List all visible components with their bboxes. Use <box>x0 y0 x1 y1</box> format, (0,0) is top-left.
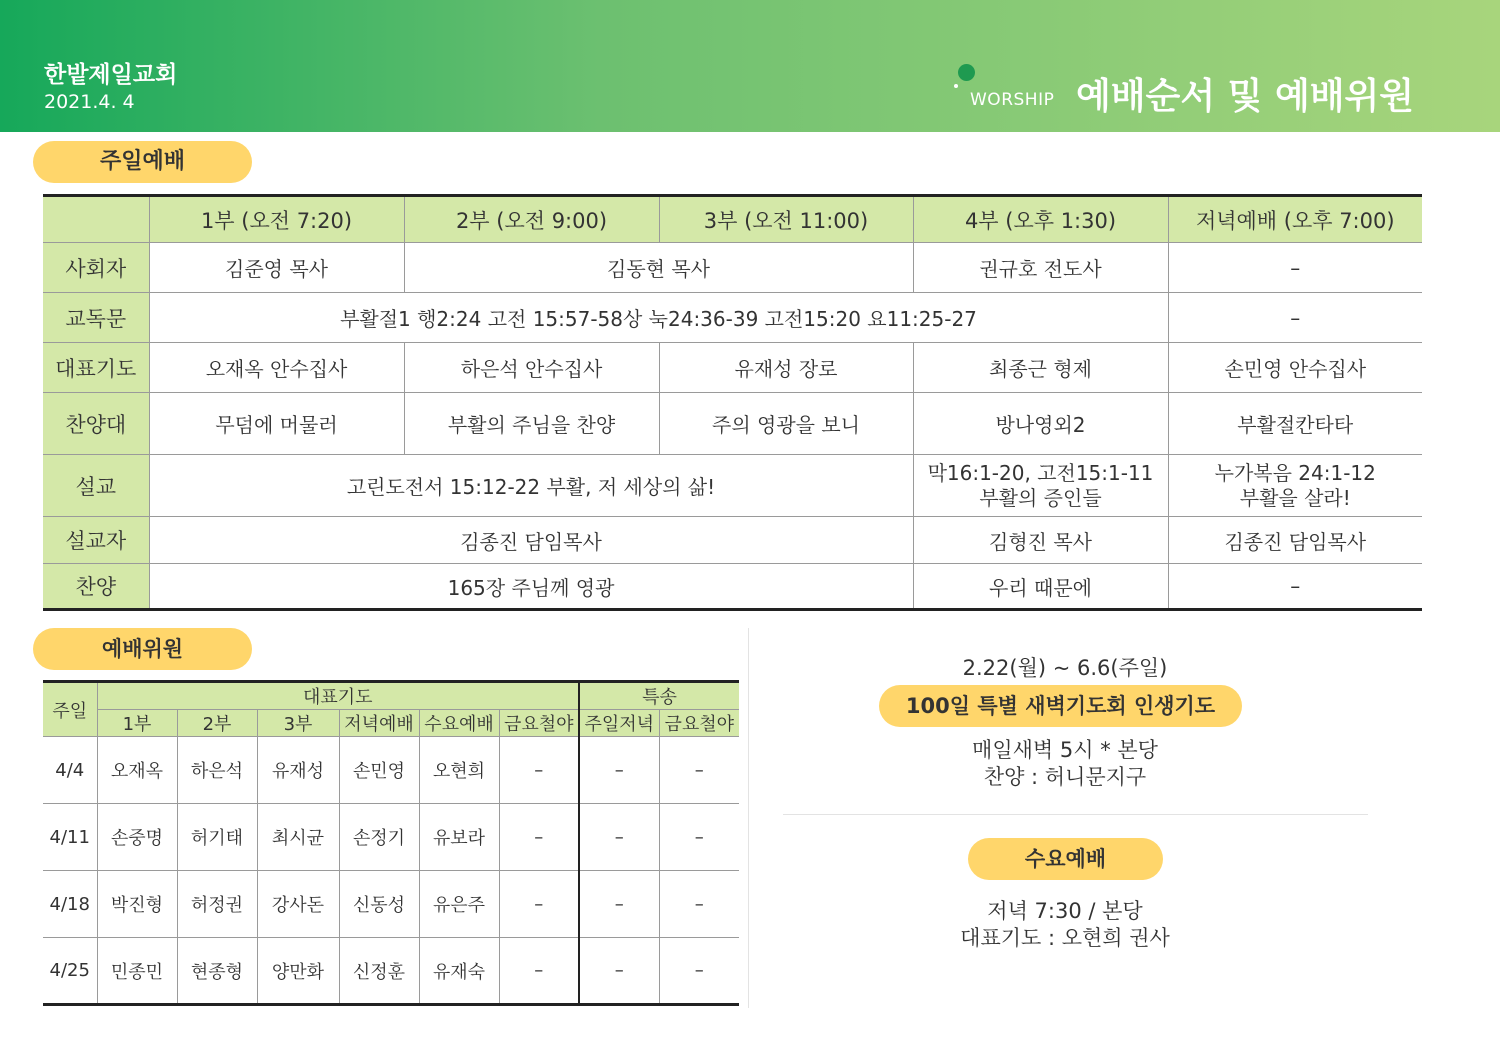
table-cell: 유보라 <box>419 804 499 871</box>
table-row <box>43 243 1422 293</box>
sermon-passage: 누가복음 24:1-12 <box>1214 460 1376 485</box>
table-cell: 부활절칸타타 <box>1168 393 1422 455</box>
table-cell: 하은석 <box>177 737 257 804</box>
date-cell: 4/11 <box>43 804 97 871</box>
table-row <box>43 871 739 938</box>
table-cell: 현종형 <box>177 938 257 1005</box>
table-cell: 강사돈 <box>257 871 339 938</box>
row-header: 교독문 <box>43 293 149 343</box>
table-cell: 신정훈 <box>339 938 419 1005</box>
table-cell: 김준영 목사 <box>149 243 404 293</box>
sunday-worship-label: 주일예배 <box>33 141 252 183</box>
special-song-header: 특송 <box>579 682 739 710</box>
table-row <box>43 343 1422 393</box>
table-cell: 우리 때문에 <box>913 564 1168 610</box>
table-cell: – <box>579 804 659 871</box>
table-cell: – <box>1290 574 1301 598</box>
row-header: 대표기도 <box>43 343 149 393</box>
table-cell: 오재옥 <box>97 737 177 804</box>
table-cell: – <box>579 871 659 938</box>
column-header: 1부 (오전 7:20) <box>149 196 404 243</box>
column-header: 3부 <box>257 710 339 737</box>
table-cell: 민종민 <box>97 938 177 1005</box>
page-title: 예배순서 및 예배위원 <box>1076 76 1415 117</box>
vertical-divider <box>748 628 749 1008</box>
wednesday-prayer: 대표기도 : 오현희 권사 <box>960 926 1170 950</box>
table-subheader-row <box>43 710 739 737</box>
horizontal-divider <box>783 814 1368 815</box>
table-cell: – <box>499 737 579 804</box>
column-header: 금요철야 <box>659 710 739 737</box>
table-cell: – <box>1168 293 1422 343</box>
table-cell: 신동성 <box>339 871 419 938</box>
table-row <box>43 293 1422 343</box>
table-cell: 오현희 <box>419 737 499 804</box>
table-header-row <box>43 682 739 710</box>
table-cell: 방나영외2 <box>913 393 1168 455</box>
column-header: 저녁예배 <box>339 710 419 737</box>
table-cell: – <box>659 804 739 871</box>
table-cell <box>1168 455 1422 517</box>
table-cell: – <box>499 938 579 1005</box>
table-cell: 양만화 <box>257 938 339 1005</box>
table-cell: 손중명 <box>97 804 177 871</box>
table-cell: – <box>659 871 739 938</box>
table-cell: 하은석 안수집사 <box>404 343 659 393</box>
committee-label: 예배위원 <box>33 628 252 670</box>
bulletin-date: 2021.4. 4 <box>44 91 135 113</box>
table-cell: 유재성 장로 <box>659 343 913 393</box>
table-row <box>43 804 739 871</box>
church-name: 한밭제일교회 <box>44 62 178 88</box>
table-cell: 고린도전서 15:12-22 부활, 저 세상의 삶! <box>149 455 913 517</box>
table-cell: 김종진 담임목사 <box>1168 517 1422 564</box>
column-header: 3부 (오전 11:00) <box>659 196 913 243</box>
table-cell: 165장 주님께 영광 <box>149 564 913 610</box>
column-header: 4부 (오후 1:30) <box>913 196 1168 243</box>
worship-label: WORSHIP <box>970 90 1055 110</box>
special-prayer-period: 2.22(월) ~ 6.6(주일) <box>962 656 1168 680</box>
table-row <box>43 737 739 804</box>
table-cell: 오재옥 안수집사 <box>149 343 404 393</box>
table-cell: 허정권 <box>177 871 257 938</box>
sermon-title: 부활의 증인들 <box>979 485 1102 510</box>
table-cell: 유은주 <box>419 871 499 938</box>
table-cell: – <box>659 737 739 804</box>
small-dot-icon <box>954 84 958 88</box>
table-cell: 손민영 안수집사 <box>1168 343 1422 393</box>
table-cell: 김형진 목사 <box>913 517 1168 564</box>
sermon-passage: 막16:1-20, 고전15:1-11 <box>927 460 1154 485</box>
special-prayer-line1: 매일새벽 5시 * 본당 <box>972 738 1158 762</box>
sermon-title: 부활을 살라! <box>1239 485 1351 510</box>
wednesday-time: 저녁 7:30 / 본당 <box>987 899 1143 923</box>
prayer-header: 대표기도 <box>97 682 579 710</box>
service-table <box>43 194 1422 611</box>
table-cell: 최종근 형제 <box>913 343 1168 393</box>
column-header: 2부 (오전 9:00) <box>404 196 659 243</box>
date-cell: 4/25 <box>43 938 97 1005</box>
table-cell: 부활의 주님을 찬양 <box>404 393 659 455</box>
table-cell <box>913 455 1168 517</box>
column-header: 저녁예배 (오후 7:00) <box>1168 196 1422 243</box>
table-row <box>43 517 1422 564</box>
table-cell: 주의 영광을 보니 <box>659 393 913 455</box>
row-header: 사회자 <box>43 243 149 293</box>
table-cell: – <box>499 871 579 938</box>
committee-table <box>43 680 739 1006</box>
column-header: 수요예배 <box>419 710 499 737</box>
row-header: 찬양 <box>43 564 149 610</box>
table-cell: 김종진 담임목사 <box>149 517 913 564</box>
table-cell: 허기태 <box>177 804 257 871</box>
table-row <box>43 455 1422 517</box>
column-header: 1부 <box>97 710 177 737</box>
table-cell: 부활절1 행2:24 고전 15:57-58상 눅24:36-39 고전15:20 요11:25-27 <box>149 293 1168 343</box>
row-header: 설교자 <box>43 517 149 564</box>
column-header: 금요철야 <box>499 710 579 737</box>
table-cell: – <box>499 804 579 871</box>
header-banner <box>0 0 1500 132</box>
table-cell: 유재숙 <box>419 938 499 1005</box>
table-cell: – <box>694 960 704 981</box>
table-cell: – <box>579 938 659 1005</box>
table-row <box>43 393 1422 455</box>
table-row <box>43 564 1422 610</box>
special-prayer-line2: 찬양 : 허니문지구 <box>983 765 1147 789</box>
table-cell: 무덤에 머물러 <box>149 393 404 455</box>
date-header: 주일 <box>43 682 97 737</box>
table-header-row <box>43 196 1422 243</box>
date-cell: 4/4 <box>43 737 97 804</box>
corner-cell <box>43 196 149 243</box>
table-row <box>43 938 739 1005</box>
column-header: 2부 <box>177 710 257 737</box>
table-cell: 최시균 <box>257 804 339 871</box>
table-cell: 권규호 전도사 <box>913 243 1168 293</box>
table-cell: 박진형 <box>97 871 177 938</box>
table-cell: 김동현 목사 <box>404 243 913 293</box>
table-cell: – <box>1168 243 1422 293</box>
date-cell: 4/18 <box>43 871 97 938</box>
table-cell: 유재성 <box>257 737 339 804</box>
special-prayer-title: 100일 특별 새벽기도회 인생기도 <box>879 685 1242 727</box>
row-header: 찬양대 <box>43 393 149 455</box>
row-header: 설교 <box>43 455 149 517</box>
column-header: 주일저녁 <box>579 710 659 737</box>
table-cell: 손민영 <box>339 737 419 804</box>
wednesday-worship-title: 수요예배 <box>968 838 1163 880</box>
table-cell: 손정기 <box>339 804 419 871</box>
table-cell: – <box>579 737 659 804</box>
dot-icon <box>958 64 975 81</box>
